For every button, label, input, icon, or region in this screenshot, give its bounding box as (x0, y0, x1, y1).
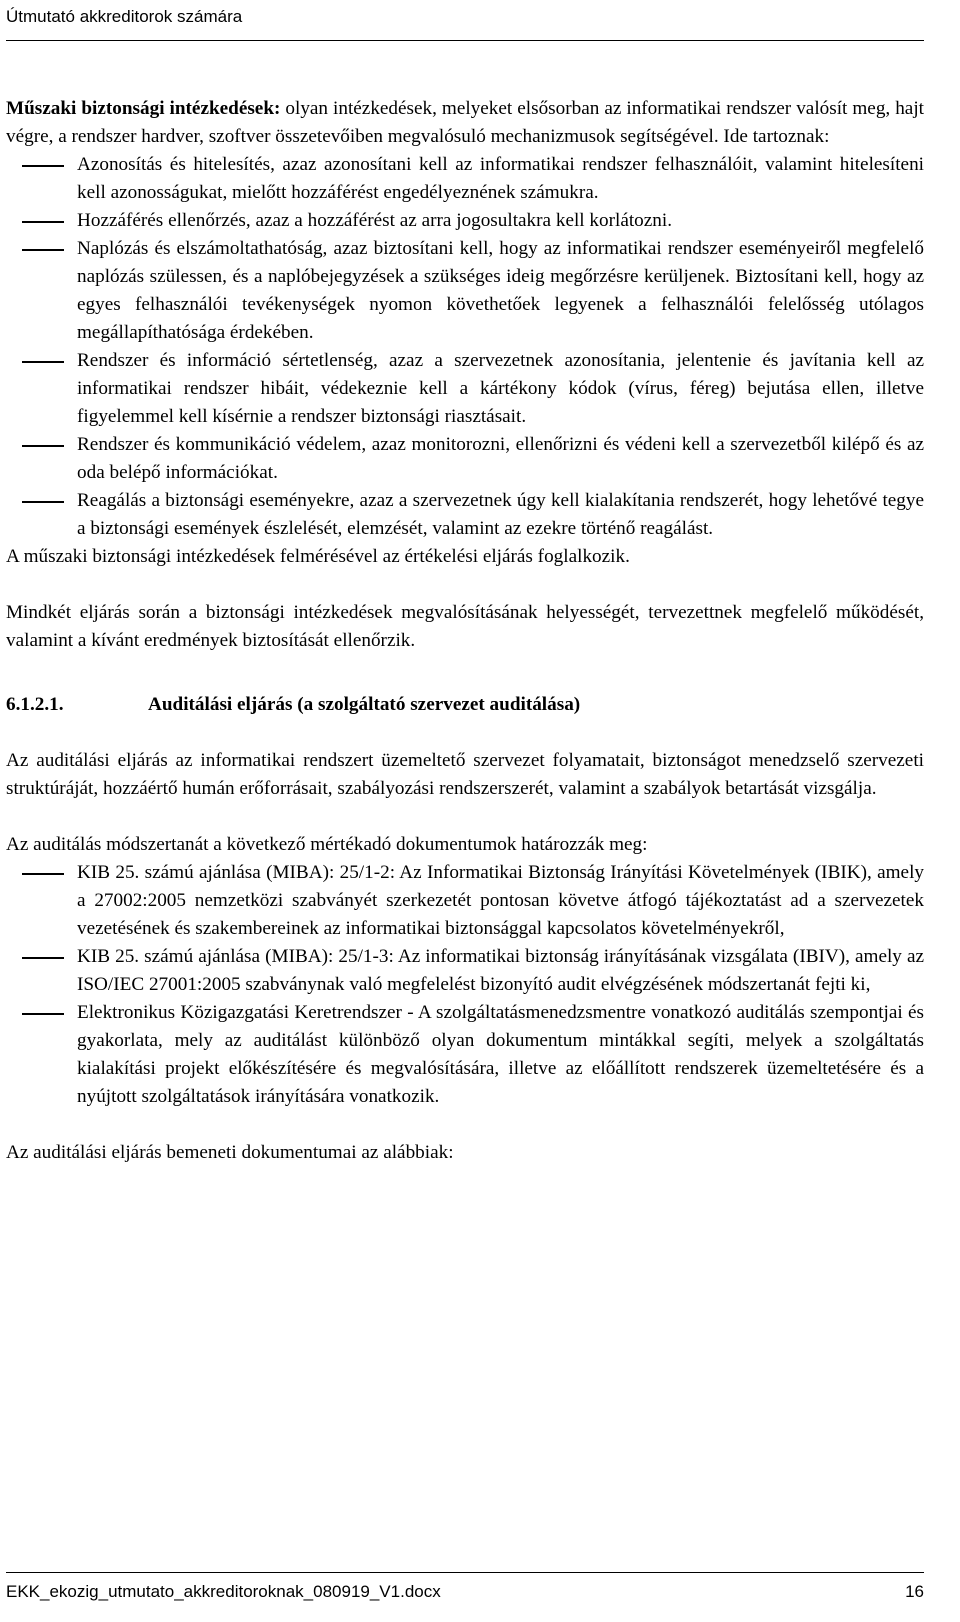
page-footer (6, 1572, 924, 1605)
list-item: Elektronikus Közigazgatási Keretrendszer - A szolgáltatásmenedzsmentre vonatkozó auditálás szempontjai és gyakorlata, mely az auditálást különböző olyan dokumentum mintákkal segíti, melyek a szolgáltatás kialakítási projekt előkészítésére és megvalósítására, illetve az előállított rendszerek üzemeltetésére és a nyújtott szolgáltatások irányítására vonatkozik. (6, 999, 924, 1111)
dash-bullet-icon (22, 361, 64, 363)
section-heading (6, 691, 924, 719)
page-header (6, 4, 924, 41)
documents-list (6, 859, 924, 1111)
dash-bullet-icon (22, 957, 64, 959)
header-title: Útmutató akkreditorok számára (6, 7, 243, 26)
list-item: Rendszer és információ sértetlenség, azaz a szervezetnek azonosítania, jelentenie és javítania kell az informatikai rendszer hibáit, védekeznie kell a kártékony kódok (vírus, féreg) bejutása ellen, illetve figyelemmel kell kísérnie a rendszer biztonsági riasztásait. (6, 347, 924, 431)
dash-bullet-icon (22, 221, 64, 223)
section-number: 6.1.2.1. (6, 694, 64, 715)
dash-bullet-icon (22, 873, 64, 875)
list-item: Naplózás és elszámoltathatóság, azaz biztosítani kell, hogy az informatikai rendszer eseményeiről megfelelő naplózás szülessen, és a naplóbejegyzések a szükséges ideig megőrzésre kerüljenek. Biztosítani kell, hogy az egyes felhasználói tevékenységek nyomon követhetőek legyenek a felhasználói felelősség utólagos megállapíthatósága érdekében. (6, 235, 924, 347)
intro-paragraph (6, 95, 924, 151)
intro-text: olyan intézkedések, melyeket elsősorban az informatikai rendszer valósít meg, hajt végre, a rendszer hardver, szoftver összetevőiben megvalósuló mechanizmusok segítségével. Ide tartoznak: (6, 98, 924, 147)
method-intro-paragraph: Az auditálás módszertanát a következő mértékadó dokumentumok határozzák meg: (6, 834, 648, 855)
list-item: KIB 25. számú ajánlása (MIBA): 25/1-2: Az Informatikai Biztonság Irányítási Követelmények (IBIK), amely a 27002:2005 nemzetközi szabványét szerkezetét pontosan követve átfogó tájékoztatást ad a szervezetek vezetésének és szakembereinek az informatikai biztonsággal kapcsolatos követelményekről, (6, 859, 924, 943)
list-item: Reagálás a biztonsági eseményekre, azaz a szervezetnek úgy kell kialakítania rendszerét, hogy lehetővé tegye a biztonsági események észlelését, elemzését, valamint az ezekre történő reagálást. (6, 487, 924, 543)
dash-bullet-icon (22, 445, 64, 447)
both-procedures-paragraph: Mindkét eljárás során a biztonsági intézkedések megvalósításának helyességét, tervezettnek megfelelő működését, valamint a kívánt eredmények biztosítását ellenőrzik. (6, 602, 924, 651)
document-body (6, 95, 924, 1167)
dash-bullet-icon (22, 501, 64, 503)
measures-list (6, 151, 924, 543)
section-title: Auditálási eljárás (a szolgáltató szervezet auditálása) (148, 694, 581, 715)
dash-bullet-icon (22, 249, 64, 251)
dash-bullet-icon (22, 165, 64, 167)
after-measures-paragraph: A műszaki biztonsági intézkedések felmérésével az értékelési eljárás foglalkozik. (6, 546, 630, 567)
intro-term: Műszaki biztonsági intézkedések: (6, 98, 281, 119)
list-item: Hozzáférés ellenőrzés, azaz a hozzáférést az arra jogosultakra kell korlátozni. (6, 207, 924, 235)
audit-intro-paragraph: Az auditálási eljárás az informatikai rendszert üzemeltető szervezet folyamatait, biztonságot menedzselő szervezeti struktúráját, hozzáértő humán erőforrásait, szabályozási rendszerszerét, valamint a szabályok betartását vizsgálja. (6, 750, 924, 799)
dash-bullet-icon (22, 1013, 64, 1015)
list-item: KIB 25. számú ajánlása (MIBA): 25/1-3: Az informatikai biztonság irányításának vizsgálata (IBIV), amely az ISO/IEC 27001:2005 szabványnak való megfelelést bizonyító audit elvégzésének módszertanát fejti ki, (6, 943, 924, 999)
list-item: Azonosítás és hitelesítés, azaz azonosítani kell az informatikai rendszer felhasználóit, valamint hitelesíteni kell azonosságukat, mielőtt hozzáférést engedélyeznének számukra. (6, 151, 924, 207)
input-docs-paragraph: Az auditálási eljárás bemeneti dokumentumai az alábbiak: (6, 1142, 454, 1163)
page-number: 16 (905, 1582, 924, 1601)
list-item: Rendszer és kommunikáció védelem, azaz monitorozni, ellenőrizni és védeni kell a szervezetből kilépő és az oda belépő információkat. (6, 431, 924, 487)
footer-filename: EKK_ekozig_utmutato_akkreditoroknak_080919_V1.docx (6, 1582, 441, 1601)
